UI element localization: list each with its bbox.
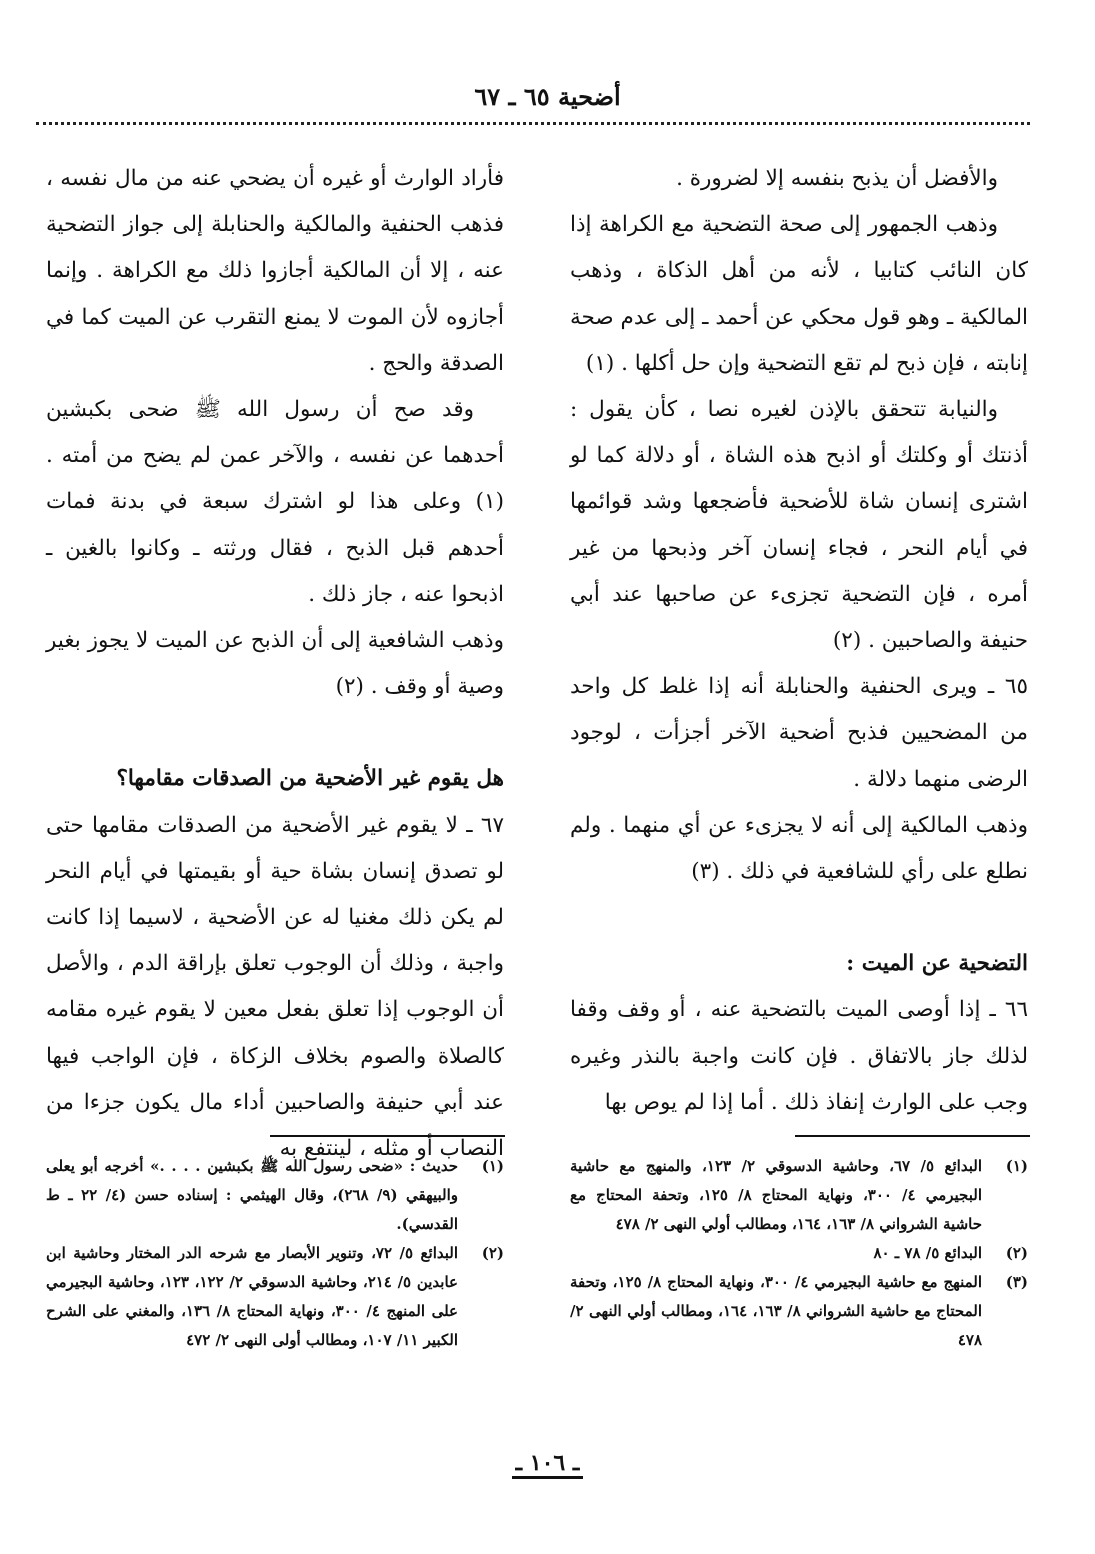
footnote-text: البدائع ٥/ ٧٢، وتنوير الأبصار مع شرحه الدر المختار وحاشية ابن عابدين ٥/ ٢١٤، وحاشية الدسوقي ٢/ ١٢٢، ١٢٣، وحاشية البجيرمي على المنهج ٤/ ٣٠٠، ونهاية المحتاج ٨/ ١٣٦، والمغني على الشرح الكبير ١١/ ١٠٧، ومطالب أولى النهى ٢/ ٤٧٢ <box>46 1244 458 1349</box>
footnote <box>570 1239 1028 1268</box>
footnote <box>570 1152 1028 1239</box>
footnote <box>570 1268 1028 1355</box>
footnote-number: (١) <box>481 1157 504 1175</box>
paragraph: ٦٥ ـ ويرى الحنفية والحنابلة أنه إذا غلط كل واحد من المضحيين فذبح أضحية الآخر أجزأت ، لوجود الرضى منهما دلالة . <box>570 674 1028 792</box>
footnote-number: (١) <box>1005 1157 1028 1175</box>
left-text-column <box>46 156 504 1172</box>
running-title: أضحية ٦٥ ـ ٦٧ <box>474 82 621 111</box>
paragraph: وذهب المالكية إلى أنه لا يجزىء عن أي منهما . ولم نطلع على رأي للشافعية في ذلك . (٣) <box>570 812 1028 885</box>
footnote <box>46 1152 504 1239</box>
footnotes-left <box>46 1152 504 1355</box>
paragraph: ٦٦ ـ إذا أوصى الميت بالتضحية عنه ، أو وقف وقفا لذلك جاز بالاتفاق . فإن كانت واجبة بالنذر وغيره وجب على الوارث إنفاذ ذلك . أما إذا لم يوص بها <box>570 997 1028 1115</box>
footnote <box>46 1239 504 1355</box>
paragraph: وذهب الشافعية إلى أن الذبح عن الميت لا يجوز بغير وصية أو وقف . (٢) <box>46 628 504 700</box>
right-text-column <box>570 156 1028 1126</box>
page-number-text: ـ ١٠٦ ـ <box>512 1450 584 1479</box>
paragraph: وذهب الجمهور إلى صحة التضحية مع الكراهة إذا كان النائب كتابيا ، لأنه من أهل الذكاة ، وذهب المالكية ـ وهو قول محكي عن أحمد ـ إلى عدم صحة إنابته ، فإن ذبح لم تقع التضحية وإن حل أكلها . (١) <box>570 212 1028 376</box>
page-number <box>0 1450 1095 1476</box>
footnote-text: البدائع ٥/ ٦٧، وحاشية الدسوقي ٢/ ١٢٣، والمنهج مع حاشية البجيرمي ٤/ ٣٠٠، ونهاية المحتاج ٨/ ١٢٥، وتحفة المحتاج مع حاشية الشرواني ٨/ ١٦٣، ١٦٤، ومطالب أولي النهى ٢/ ٤٧٨ <box>570 1157 983 1233</box>
footnotes-right <box>570 1152 1028 1355</box>
section-heading: هل يقوم غير الأضحية من الصدقات مقامها؟ <box>116 766 504 792</box>
header-dotted-rule <box>36 122 1030 125</box>
footnote-number: (٢) <box>481 1244 504 1262</box>
paragraph: وقد صح أن رسول الله ﷺ ضحى بكبشين أحدهما عن نفسه ، والآخر عمن لم يضح من أمته . (١) وعلى هذا لو اشترك سبعة في بدنة فمات أحدهم قبل الذبح ، فقال ورثته ـ وكانوا بالغين ـ اذبحوا عنه ، جاز ذلك . <box>46 397 504 607</box>
footnote-separator <box>795 1135 1030 1137</box>
footnote-text: المنهج مع حاشية البجيرمي ٤/ ٣٠٠، ونهاية المحتاج ٨/ ١٢٥، وتحفة المحتاج مع حاشية الشرواني ٨/ ١٦٣، ١٦٤، ومطالب أولي النهى ٢/ ٤٧٨ <box>570 1273 983 1349</box>
paragraph: والأفضل أن يذبح بنفسه إلا لضرورة . <box>676 166 998 191</box>
footnote-text: حديث : «ضحى رسول الله ﷺ بكبشين . . . .» أخرجه أبو يعلى والبيهقي (٩/ ٢٦٨)، وقال الهيثمي : إسناده حسن (٤/ ٢٢ ـ ط القدسي). <box>46 1157 459 1233</box>
footnote-text: البدائع ٥/ ٧٨ ـ ٨٠ <box>873 1244 982 1262</box>
paragraph: والنيابة تتحقق بالإذن لغيره نصا ، كأن يقول : أذنتك أو وكلتك أو اذبح هذه الشاة ، أو دلالة كما لو اشترى إنسان شاة للأضحية فأضجعها وشد قوائمها في أيام النحر ، فجاء إنسان آخر وذبحها من غير أمره ، فإن التضحية تجزىء عن صاحبها عند أبي حنيفة والصاحبين . (٢) <box>570 397 1028 654</box>
section-heading: التضحية عن الميت : <box>846 951 1028 977</box>
footnote-number: (٣) <box>1005 1273 1028 1291</box>
footnote-separator <box>270 1135 505 1137</box>
paragraph: ٦٧ ـ لا يقوم غير الأضحية من الصدقات مقامها حتى لو تصدق إنسان بشاة حية أو بقيمتها في أيام النحر لم يكن ذلك مغنيا له عن الأضحية ، لاسيما إذا كانت واجبة ، وذلك أن الوجوب تعلق بإراقة الدم ، والأصل أن الوجوب إذا تعلق بفعل معين لا يقوم غيره مقامه كالصلاة والصوم بخلاف الزكاة ، فإن الواجب فيها عند أبي حنيفة والصاحبين أداء مال يكون جزءا من النصاب أو مثله ، لينتفع به <box>46 812 504 1162</box>
footnote-number: (٢) <box>1005 1244 1028 1262</box>
paragraph: فأراد الوارث أو غيره أن يضحي عنه من مال نفسه ، فذهب الحنفية والمالكية والحنابلة إلى جواز التضحية عنه ، إلا أن المالكية أجازوا ذلك مع الكراهة . وإنما أجازوه لأن الموت لا يمنع التقرب عن الميت كما في الصدقة والحج . <box>46 166 504 376</box>
